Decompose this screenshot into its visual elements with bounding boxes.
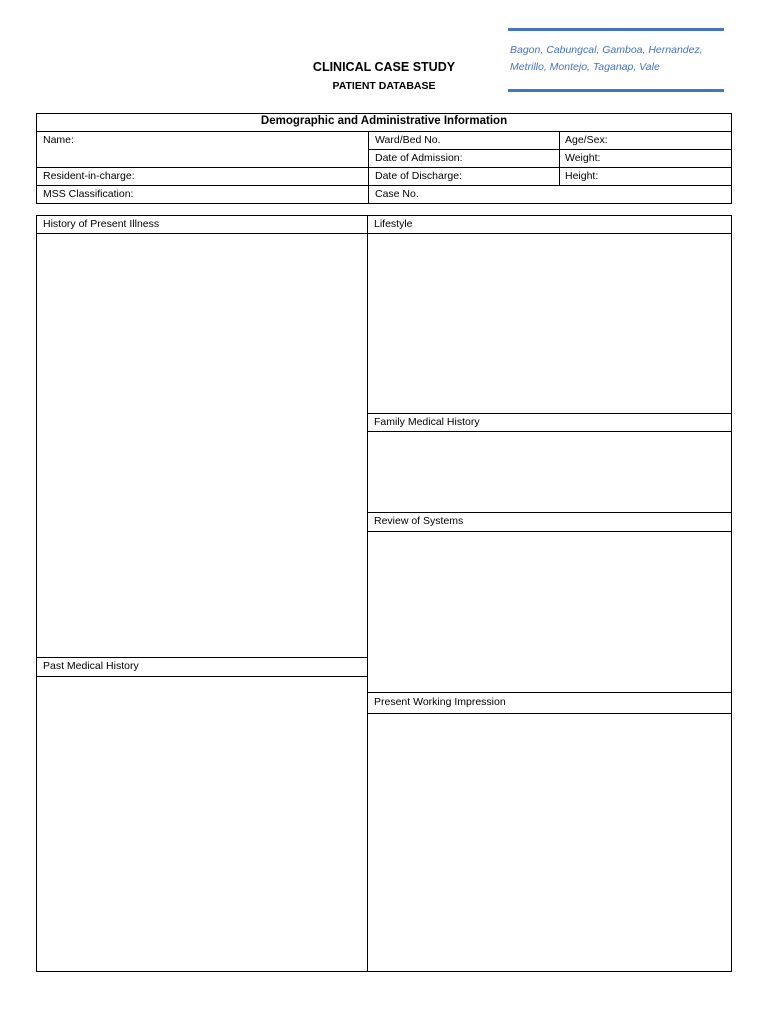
- fmh-heading: Family Medical History: [374, 416, 480, 428]
- ros-heading: Review of Systems: [374, 515, 464, 527]
- authors-line-1: Bagon, Cabungcal, Gamboa, Hernandez,: [510, 44, 703, 56]
- case-no-label: Case No.: [375, 188, 419, 200]
- age-sex-label: Age/Sex:: [565, 134, 608, 146]
- pmh-heading: Past Medical History: [43, 660, 139, 672]
- hpi-heading: History of Present Illness: [43, 218, 160, 230]
- date-admission-label: Date of Admission:: [375, 152, 463, 164]
- mss-classification-label: MSS Classification:: [43, 188, 134, 200]
- authors-line-2: Metrillo, Montejo, Taganap, Vale: [510, 61, 660, 73]
- lifestyle-heading: Lifestyle: [374, 218, 413, 230]
- pwi-heading: Present Working Impression: [374, 696, 506, 708]
- date-discharge-label: Date of Discharge:: [375, 170, 462, 182]
- authors-bottom-rule: [508, 89, 724, 92]
- name-label: Name:: [43, 134, 74, 146]
- document-subtitle: PATIENT DATABASE: [332, 80, 436, 92]
- document-title: CLINICAL CASE STUDY: [312, 60, 456, 74]
- ward-bed-label: Ward/Bed No.: [375, 134, 441, 146]
- authors-top-rule: [508, 28, 724, 31]
- resident-label: Resident-in-charge:: [43, 170, 135, 182]
- authors-block: [510, 42, 732, 76]
- weight-label: Weight:: [565, 152, 601, 164]
- height-label: Height:: [565, 170, 599, 182]
- demographics-heading: Demographic and Administrative Information: [260, 115, 508, 127]
